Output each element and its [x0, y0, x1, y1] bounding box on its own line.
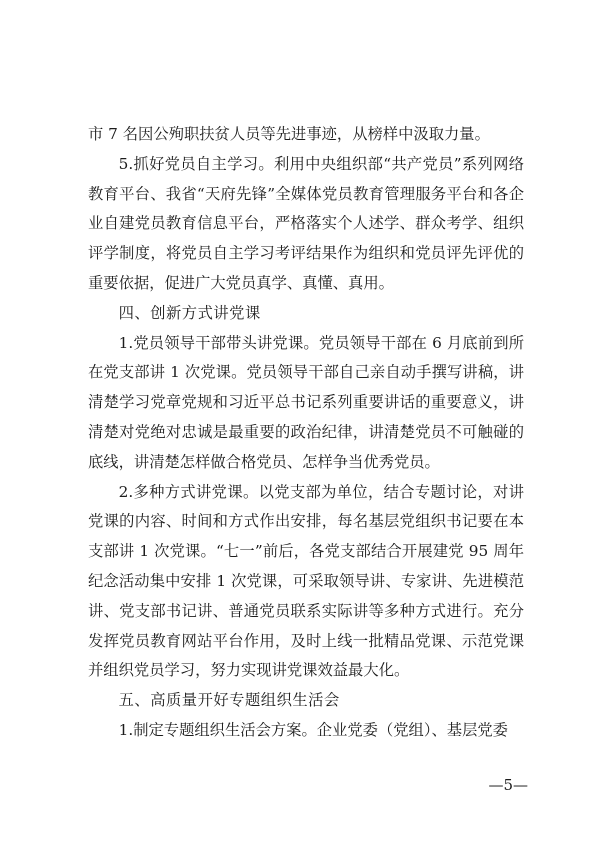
body-paragraph: 2.多种方式讲党课。以党支部为单位，结合专题讨论，对讲党课的内容、时间和方式作出安排，每名基层党组织书记要在本支部讲 1 次党课。“七一”前后，各党支部结合开展建党 95 周年纪念活动集中安排 1 次党课，可采取领导讲、专家讲、先进模范讲、党支部书记讲、普通党员联系实际讲等多种方式进行。充分发挥党员教育网站平台作用，及时上线一批精品党课、示范党课并组织党员学习，努力实现讲党课效益最大化。: [88, 482, 524, 680]
section-heading: 五、高质量开好专题组织生活会: [118, 691, 340, 710]
document-body: [88, 120, 524, 746]
page-number: —5—: [488, 776, 528, 794]
body-paragraph: 1.党员领导干部带头讲党课。党员领导干部在 6 月底前到所在党支部讲 1 次党课。党员领导干部自己亲自动手撰写讲稿，讲清楚学习党章党规和习近平总书记系列重要讲话的重要意义，讲清楚对党绝对忠诚是最重要的政治纪律，讲清楚党员不可触碰的底线，讲清楚怎样做合格党员、怎样争当优秀党员。: [88, 333, 524, 471]
body-paragraph: 1.制定专题组织生活会方案。企业党委（党组）、基层党委: [118, 720, 508, 739]
continuation-paragraph: 市 7 名因公殉职扶贫人员等先进事迹，从榜样中汲取力量。: [88, 125, 490, 143]
body-paragraph: 5.抓好党员自主学习。利用中央组织部“共产党员”系列网络教育平台、我省“天府先锋”全媒体党员教育管理服务平台和各企业自建党员教育信息平台，严格落实个人述学、群众考学、组织评学制度，将党员自主学习考评结果作为组织和党员评先评优的重要依据，促进广大党员真学、真懂、真用。: [88, 154, 524, 292]
section-heading: 四、创新方式讲党课: [118, 303, 261, 322]
